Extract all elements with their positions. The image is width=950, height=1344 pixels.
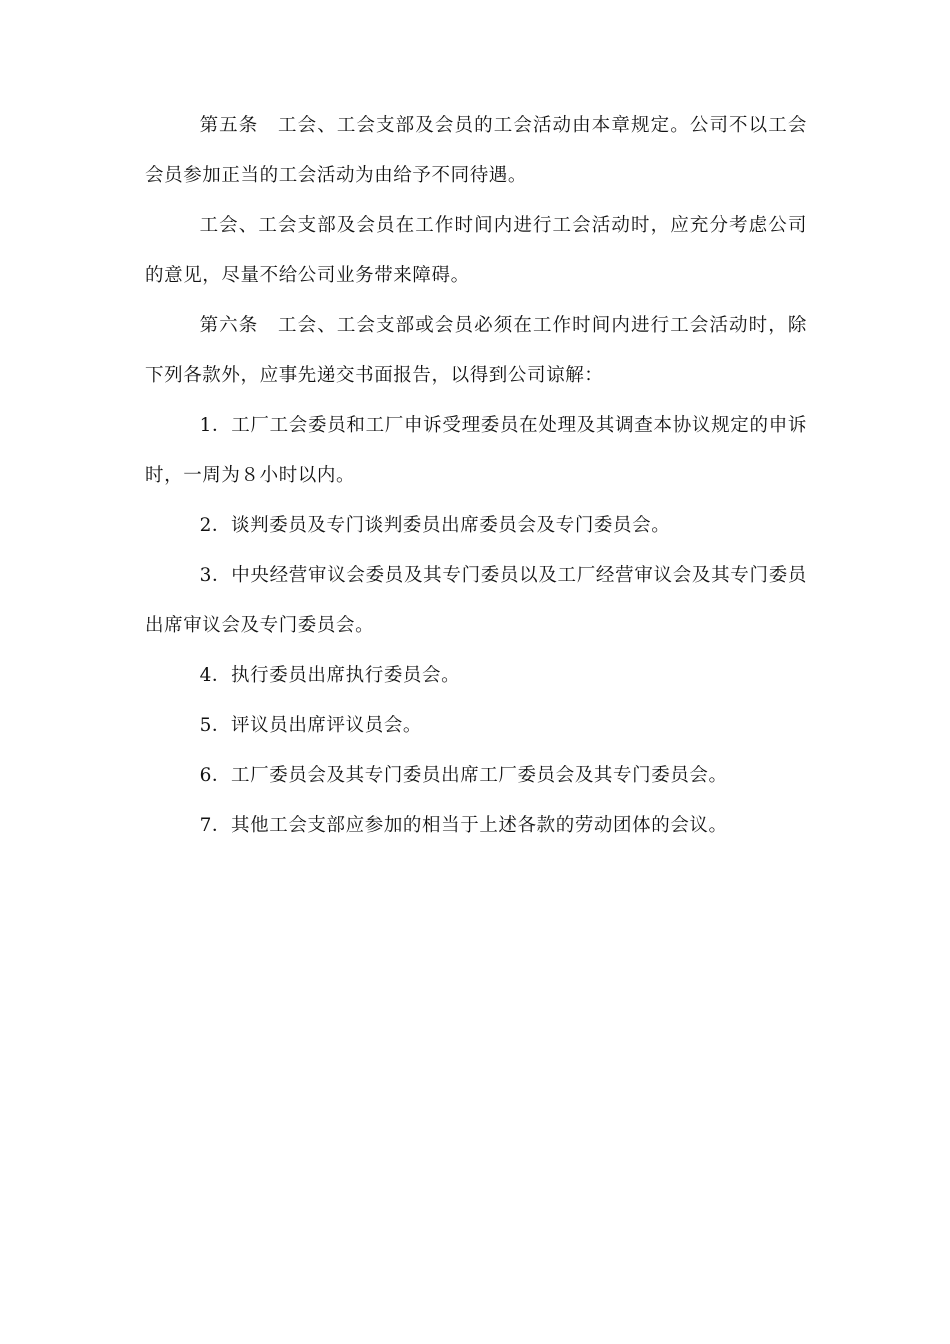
list-item-2: 2．谈判委员及专门谈判委员出席委员会及专门委员会。 xyxy=(199,515,671,536)
article-5-paragraph: 第五条 工会、工会支部及会员的工会活动由本章规定。公司不以工会会员参加正当的工会活动为由给予不同待遇。 xyxy=(145,115,807,186)
list-item-7: 7．其他工会支部应参加的相当于上述各款的劳动团体的会议。 xyxy=(199,815,728,836)
article-6-paragraph: 第六条 工会、工会支部或会员必须在工作时间内进行工会活动时，除下列各款外，应事先递交书面报告，以得到公司谅解： xyxy=(145,315,807,386)
document-body xyxy=(145,101,807,851)
list-item-5: 5．评议员出席评议员会。 xyxy=(199,715,423,736)
article-5-second-paragraph: 工会、工会支部及会员在工作时间内进行工会活动时，应充分考虑公司的意见，尽量不给公司业务带来障碍。 xyxy=(145,215,807,286)
list-item-3: 3．中央经营审议会委员及其专门委员以及工厂经营审议会及其专门委员出席审议会及专门委员会。 xyxy=(145,565,807,636)
list-item-6: 6．工厂委员会及其专门委员出席工厂委员会及其专门委员会。 xyxy=(199,765,728,786)
list-item-1: 1．工厂工会委员和工厂申诉受理委员在处理及其调查本协议规定的申诉时，一周为８小时以内。 xyxy=(145,415,807,486)
list-item-4: 4．执行委员出席执行委员会。 xyxy=(199,665,461,686)
